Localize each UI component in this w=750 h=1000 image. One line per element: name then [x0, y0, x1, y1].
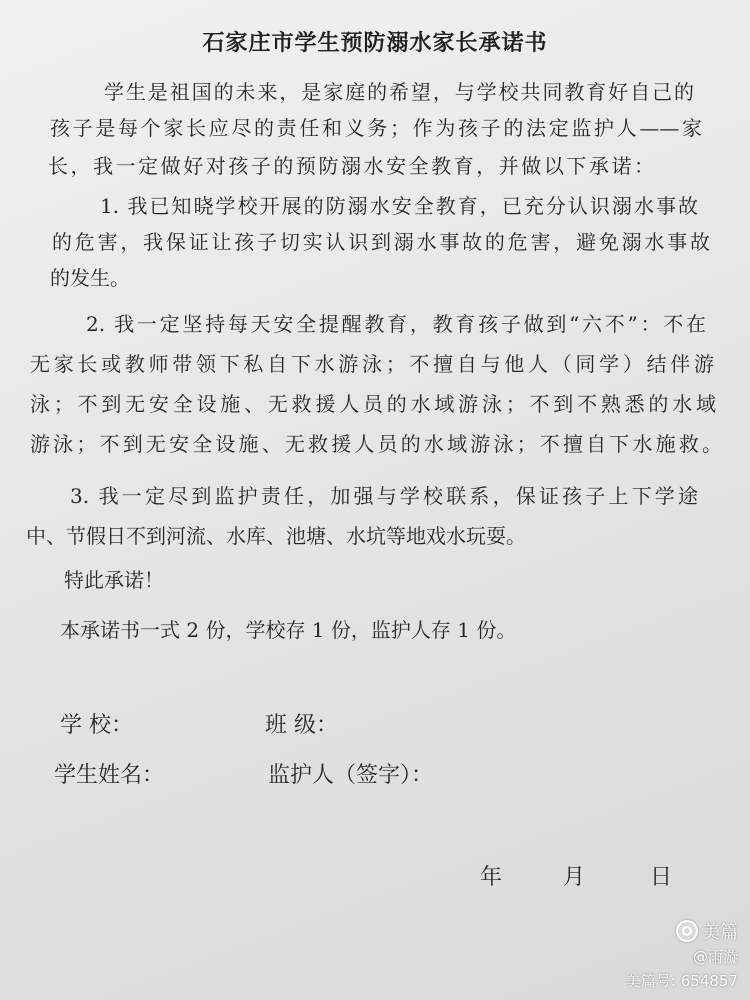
paragraph-line: 2. 我一定坚持每天安全提醒教育，教育孩子做到“六不”：不在: [86, 312, 706, 336]
document-title: 石家庄市学生预防溺水家长承诺书: [202, 31, 548, 56]
watermark-user: @雨漩: [692, 948, 738, 966]
paragraph-line: 3. 我一定尽到监护责任，加强与学校联系，保证孩子上下学途: [70, 484, 698, 508]
date-year: 年: [480, 865, 503, 890]
watermark-id: 美篇号: 654857: [625, 972, 738, 990]
copies-note: 本承诺书一式 2 份，学校存 1 份，监护人存 1 份。: [60, 618, 517, 642]
guardian-signature-field-label: 监护人（签字）：: [268, 763, 434, 788]
watermark-brand-text: 美篇: [702, 922, 738, 943]
paragraph-line: 游泳；不到无安全设施、无救援人员的水域游泳；不擅自下水施救。: [30, 432, 722, 456]
paragraph-line: 的发生。: [50, 266, 130, 290]
paragraph-line: 中、节假日不到河流、水库、池塘、水坑等地戏水玩耍。: [26, 524, 526, 548]
paragraph-line: 的危害，我保证让孩子切实认识到溺水事故的危害，避免溺水事故: [52, 230, 710, 254]
brand-logo-icon: [676, 920, 698, 942]
paragraph-line: 长，我一定做好对孩子的预防溺水安全教育，并做以下承诺：: [48, 154, 654, 178]
paragraph-line: 1. 我已知晓学校开展的防溺水安全教育，已充分认识溺水事故: [100, 194, 698, 218]
class-field-label: 班 级：: [265, 713, 338, 738]
date-day: 日: [650, 865, 673, 890]
paragraph-line: 学生是祖国的未来，是家庭的希望，与学校共同教育好自己的: [104, 80, 694, 104]
watermark-brand: [676, 918, 738, 944]
date-month: 月: [563, 865, 586, 890]
student-name-field-label: 学生姓名：: [54, 763, 165, 788]
paragraph-line: 无家长或教师带领下私自下水游泳；不擅自与他人（同学）结伴游: [30, 352, 714, 376]
paragraph-line: 孩子是每个家长应尽的责任和义务；作为孩子的法定监护人——家: [50, 116, 702, 140]
closing-statement: 特此承诺！: [64, 568, 164, 592]
paragraph-line: 泳；不到无安全设施、无救援人员的水域游泳；不到不熟悉的水域: [30, 392, 716, 416]
school-field-label: 学 校：: [60, 713, 133, 738]
